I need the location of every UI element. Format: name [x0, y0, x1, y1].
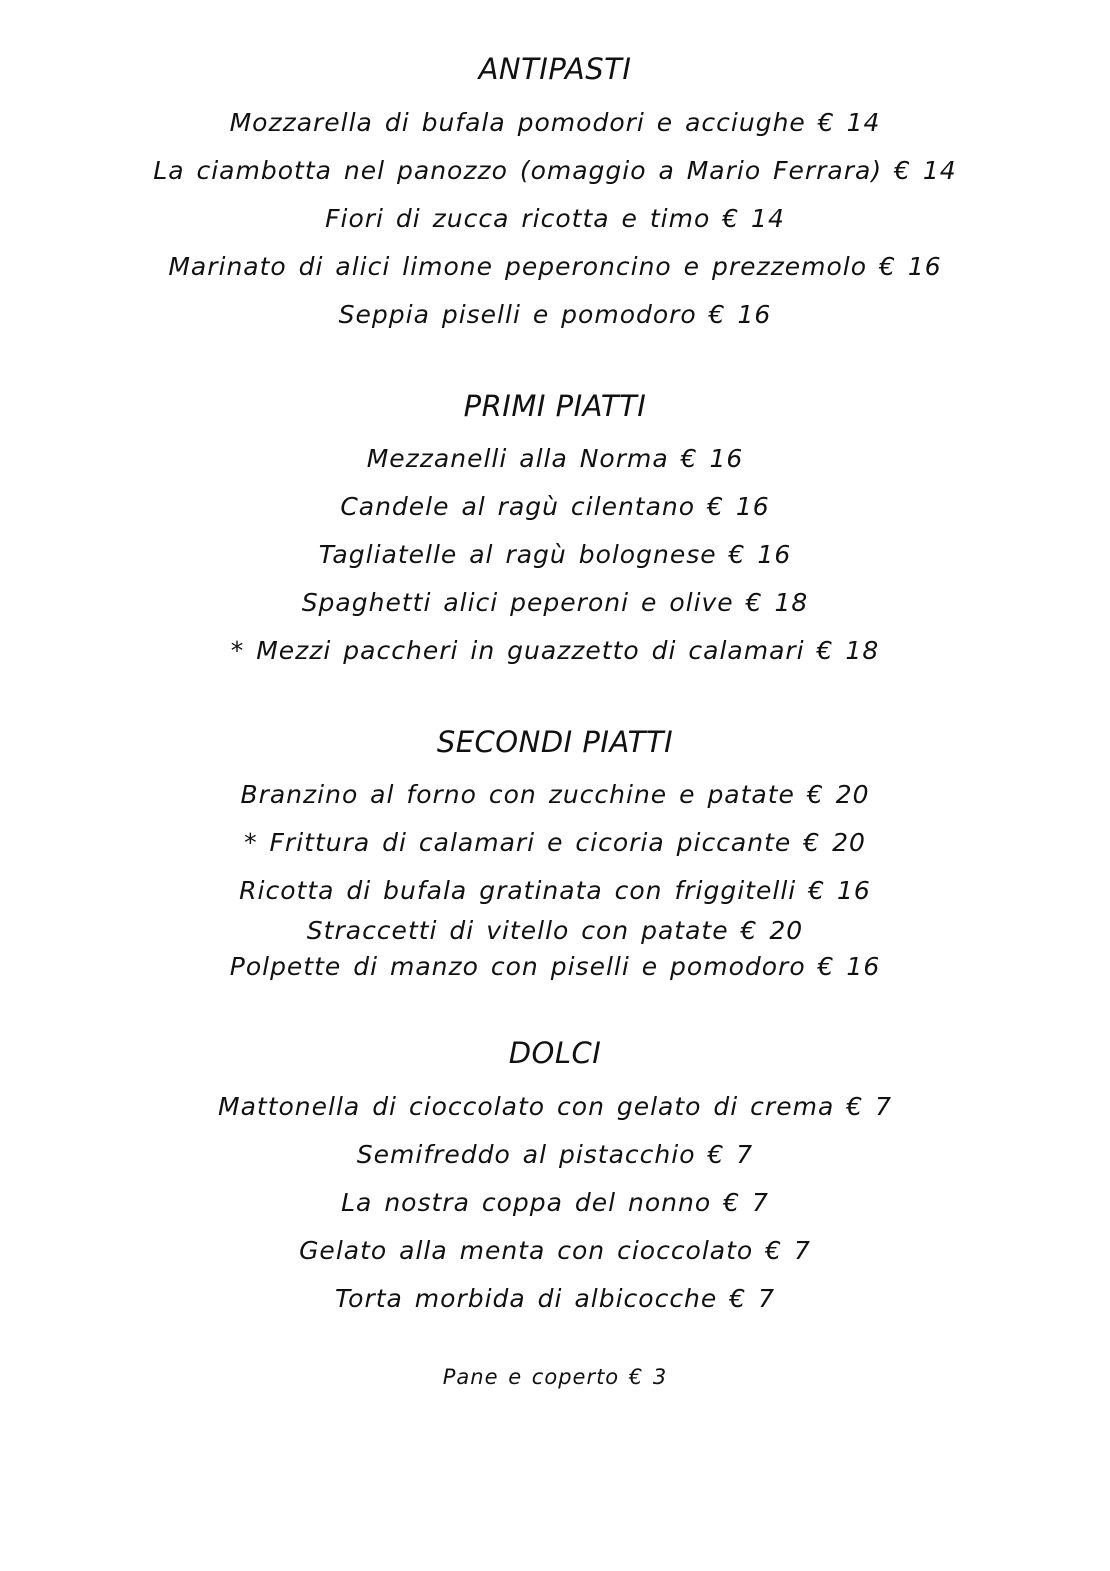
menu-item: Semifreddo al pistacchio € 7 [356, 1140, 754, 1169]
menu-item: Tagliatelle al ragù bolognese € 16 [318, 540, 792, 569]
menu-item: La nostra coppa del nonno € 7 [341, 1188, 769, 1217]
cover-charge-note: Pane e coperto € 3 [442, 1365, 668, 1389]
menu-item: Branzino al forno con zucchine e patate € 20 [240, 780, 870, 809]
section-title-primi-piatti: PRIMI PIATTI [463, 389, 647, 423]
menu-item: Mezzanelli alla Norma € 16 [366, 444, 744, 473]
menu-item: Seppia piselli e pomodoro € 16 [338, 300, 772, 329]
menu-item: * Frittura di calamari e cicoria piccante € 20 [244, 828, 866, 857]
menu-item: Torta morbida di albicocche € 7 [334, 1284, 775, 1313]
menu-item: Straccetti di vitello con patate € 20 [306, 916, 804, 945]
menu-item: La ciambotta nel panozzo (omaggio a Mario Ferrara) € 14 [153, 156, 957, 185]
section-title-secondi-piatti: SECONDI PIATTI [436, 725, 674, 759]
section-title-antipasti: ANTIPASTI [478, 52, 632, 86]
menu-item: Marinato di alici limone peperoncino e prezzemolo € 16 [168, 252, 942, 281]
menu-item: Candele al ragù cilentano € 16 [340, 492, 770, 521]
menu-item: Polpette di manzo con piselli e pomodoro € 16 [229, 952, 881, 981]
menu-item: Ricotta di bufala gratinata con friggitelli € 16 [239, 876, 871, 905]
menu-item: Mozzarella di bufala pomodori e acciughe € 14 [229, 108, 881, 137]
menu-item: Spaghetti alici peperoni e olive € 18 [301, 588, 809, 617]
menu-item: Mattonella di cioccolato con gelato di crema € 7 [218, 1092, 892, 1121]
menu-item: * Mezzi paccheri in guazzetto di calamari € 18 [230, 636, 880, 665]
menu-item: Fiori di zucca ricotta e timo € 14 [325, 204, 785, 233]
menu-item: Gelato alla menta con cioccolato € 7 [299, 1236, 811, 1265]
section-title-dolci: DOLCI [508, 1036, 602, 1070]
